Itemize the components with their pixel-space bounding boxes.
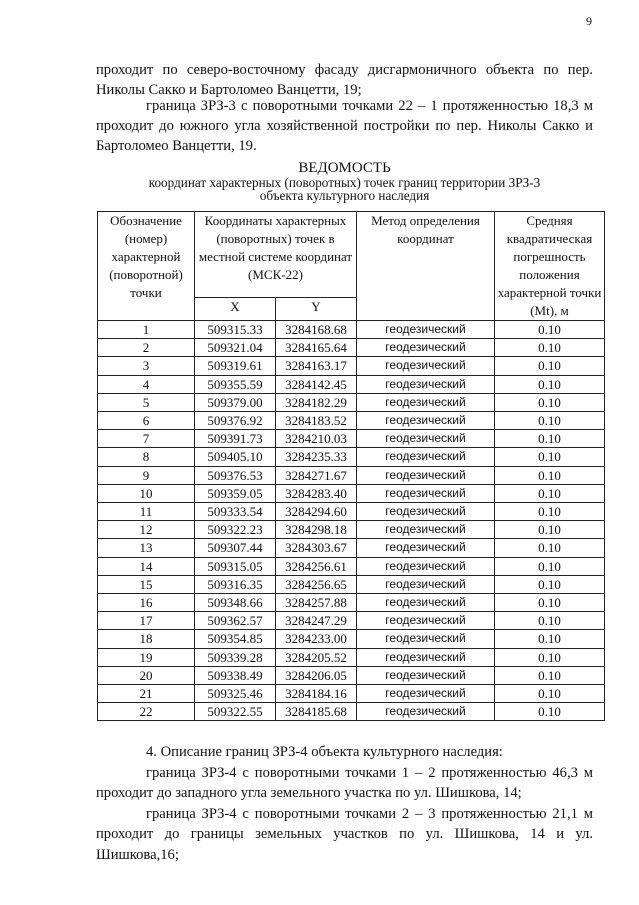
method-cell: геодезический xyxy=(357,412,495,430)
method-cell: геодезический xyxy=(357,685,495,703)
table-row xyxy=(98,521,605,539)
x-cell: 509325.46 xyxy=(195,685,276,703)
accuracy-cell: 0.10 xyxy=(495,612,605,630)
accuracy-cell: 0.10 xyxy=(495,321,605,339)
accuracy-cell: 0.10 xyxy=(495,430,605,448)
point-number-cell: 21 xyxy=(98,685,195,703)
table-row xyxy=(98,503,605,521)
x-cell: 509339.28 xyxy=(195,648,276,666)
method-cell: геодезический xyxy=(357,539,495,557)
x-cell: 509362.57 xyxy=(195,612,276,630)
point-number-cell: 2 xyxy=(98,339,195,357)
accuracy-cell: 0.10 xyxy=(495,503,605,521)
x-cell: 509391.73 xyxy=(195,430,276,448)
section-4 xyxy=(96,742,593,865)
table-row xyxy=(98,412,605,430)
y-cell: 3284247.29 xyxy=(276,612,357,630)
x-cell: 509379.00 xyxy=(195,393,276,411)
y-cell: 3284210.03 xyxy=(276,430,357,448)
y-cell: 3284235.33 xyxy=(276,448,357,466)
y-cell: 3284182.29 xyxy=(276,393,357,411)
point-number-cell: 1 xyxy=(98,321,195,339)
accuracy-cell: 0.10 xyxy=(495,375,605,393)
y-cell: 3284163.17 xyxy=(276,357,357,375)
method-cell: геодезический xyxy=(357,503,495,521)
x-cell: 509322.23 xyxy=(195,521,276,539)
method-cell: геодезический xyxy=(357,339,495,357)
header-coords: Координаты характерных (поворотных) точек в местной системе координат (МСК-22) xyxy=(195,212,357,298)
point-number-cell: 3 xyxy=(98,357,195,375)
point-number-cell: 7 xyxy=(98,430,195,448)
header-x: X xyxy=(195,298,276,321)
table-row xyxy=(98,557,605,575)
statement-subtitle-2: объекта культурного наследия xyxy=(259,188,430,203)
accuracy-cell: 0.10 xyxy=(495,630,605,648)
table-row xyxy=(98,430,605,448)
method-cell: геодезический xyxy=(357,612,495,630)
x-cell: 509355.59 xyxy=(195,375,276,393)
statement-subtitle-1: координат характерных (поворотных) точек границ территории ЗРЗ-3 xyxy=(148,175,541,190)
accuracy-cell: 0.10 xyxy=(495,648,605,666)
point-number-cell: 8 xyxy=(98,448,195,466)
x-cell: 509307.44 xyxy=(195,539,276,557)
x-cell: 509376.53 xyxy=(195,466,276,484)
accuracy-cell: 0.10 xyxy=(495,703,605,721)
header-accuracy: Средняя квадратическая погрешность положения характерной точки (Mt), м xyxy=(495,212,605,321)
table-row xyxy=(98,594,605,612)
table-row xyxy=(98,703,605,721)
section-4-paragraph-2: граница ЗРЗ-4 с поворотными точками 2 – 3 протяженностью 21,1 м проходит до границы земельных участков по ул. Шишкова, 14 и ул. Шишкова,16; xyxy=(96,805,593,863)
x-cell: 509322.55 xyxy=(195,703,276,721)
point-number-cell: 18 xyxy=(98,630,195,648)
header-point: Обозначение (номер) характерной (поворотной) точки xyxy=(98,212,195,321)
table-row xyxy=(98,484,605,502)
y-cell: 3284294.60 xyxy=(276,503,357,521)
point-number-cell: 22 xyxy=(98,703,195,721)
x-cell: 509319.61 xyxy=(195,357,276,375)
y-cell: 3284184.16 xyxy=(276,685,357,703)
point-number-cell: 9 xyxy=(98,466,195,484)
statement-title: ВЕДОМОСТЬ xyxy=(298,160,391,176)
y-cell: 3284165.64 xyxy=(276,339,357,357)
method-cell: геодезический xyxy=(357,357,495,375)
y-cell: 3284183.52 xyxy=(276,412,357,430)
method-cell: геодезический xyxy=(357,666,495,684)
x-cell: 509333.54 xyxy=(195,503,276,521)
x-cell: 509405.10 xyxy=(195,448,276,466)
y-cell: 3284233.00 xyxy=(276,630,357,648)
point-number-cell: 11 xyxy=(98,503,195,521)
y-cell: 3284142.45 xyxy=(276,375,357,393)
y-cell: 3284168.68 xyxy=(276,321,357,339)
header-y: Y xyxy=(276,298,357,321)
accuracy-cell: 0.10 xyxy=(495,685,605,703)
page-number: 9 xyxy=(586,14,592,28)
point-number-cell: 14 xyxy=(98,557,195,575)
table-row xyxy=(98,357,605,375)
x-cell: 509359.05 xyxy=(195,484,276,502)
accuracy-cell: 0.10 xyxy=(495,466,605,484)
y-cell: 3284206.05 xyxy=(276,666,357,684)
accuracy-cell: 0.10 xyxy=(495,357,605,375)
method-cell: геодезический xyxy=(357,648,495,666)
table-row xyxy=(98,685,605,703)
y-cell: 3284256.61 xyxy=(276,557,357,575)
method-cell: геодезический xyxy=(357,430,495,448)
method-cell: геодезический xyxy=(357,466,495,484)
x-cell: 509315.33 xyxy=(195,321,276,339)
point-number-cell: 15 xyxy=(98,575,195,593)
x-cell: 509316.35 xyxy=(195,575,276,593)
accuracy-cell: 0.10 xyxy=(495,448,605,466)
method-cell: геодезический xyxy=(357,375,495,393)
y-cell: 3284256.65 xyxy=(276,575,357,593)
point-number-cell: 5 xyxy=(98,393,195,411)
table-row xyxy=(98,448,605,466)
method-cell: геодезический xyxy=(357,321,495,339)
table-row xyxy=(98,393,605,411)
section-4-heading: 4. Описание границ ЗРЗ-4 объекта культурного наследия: xyxy=(146,744,503,760)
table-row xyxy=(98,539,605,557)
point-number-cell: 20 xyxy=(98,666,195,684)
method-cell: геодезический xyxy=(357,630,495,648)
table-row xyxy=(98,630,605,648)
accuracy-cell: 0.10 xyxy=(495,484,605,502)
method-cell: геодезический xyxy=(357,594,495,612)
accuracy-cell: 0.10 xyxy=(495,594,605,612)
method-cell: геодезический xyxy=(357,521,495,539)
accuracy-cell: 0.10 xyxy=(495,521,605,539)
coordinates-table xyxy=(97,211,605,721)
accuracy-cell: 0.10 xyxy=(495,557,605,575)
method-cell: геодезический xyxy=(357,703,495,721)
table-row xyxy=(98,612,605,630)
method-cell: геодезический xyxy=(357,448,495,466)
point-number-cell: 12 xyxy=(98,521,195,539)
point-number-cell: 17 xyxy=(98,612,195,630)
table-row xyxy=(98,321,605,339)
x-cell: 509376.92 xyxy=(195,412,276,430)
accuracy-cell: 0.10 xyxy=(495,393,605,411)
x-cell: 509338.49 xyxy=(195,666,276,684)
intro-paragraph-1: проходит по северо-восточному фасаду дисгармоничного объекта по пер. Николы Сакко и Бартоломео Ванцетти, 19; xyxy=(96,62,593,98)
section-4-paragraph-1: граница ЗРЗ-4 с поворотными точками 1 – 2 протяженностью 46,3 м проходит до западного угла земельного участка по ул. Шишкова, 14; xyxy=(96,764,593,801)
point-number-cell: 6 xyxy=(98,412,195,430)
header-method: Метод определения координат xyxy=(357,212,495,321)
y-cell: 3284185.68 xyxy=(276,703,357,721)
intro-paragraph-2: граница ЗРЗ-3 с поворотными точками 22 – 1 протяженностью 18,3 м проходит до южного угла хозяйственной постройки по пер. Николы Сакко и Бартоломео Ванцетти, 19. xyxy=(96,98,593,154)
point-number-cell: 13 xyxy=(98,539,195,557)
table-row xyxy=(98,339,605,357)
table-row xyxy=(98,375,605,393)
table-row xyxy=(98,466,605,484)
table-row xyxy=(98,575,605,593)
y-cell: 3284271.67 xyxy=(276,466,357,484)
method-cell: геодезический xyxy=(357,393,495,411)
point-number-cell: 4 xyxy=(98,375,195,393)
accuracy-cell: 0.10 xyxy=(495,575,605,593)
table-row xyxy=(98,648,605,666)
table-row xyxy=(98,666,605,684)
accuracy-cell: 0.10 xyxy=(495,666,605,684)
point-number-cell: 10 xyxy=(98,484,195,502)
y-cell: 3284257.88 xyxy=(276,594,357,612)
table-body xyxy=(98,321,605,721)
accuracy-cell: 0.10 xyxy=(495,339,605,357)
y-cell: 3284205.52 xyxy=(276,648,357,666)
method-cell: геодезический xyxy=(357,575,495,593)
y-cell: 3284303.67 xyxy=(276,539,357,557)
x-cell: 509354.85 xyxy=(195,630,276,648)
point-number-cell: 16 xyxy=(98,594,195,612)
accuracy-cell: 0.10 xyxy=(495,412,605,430)
x-cell: 509348.66 xyxy=(195,594,276,612)
y-cell: 3284283.40 xyxy=(276,484,357,502)
x-cell: 509321.04 xyxy=(195,339,276,357)
method-cell: геодезический xyxy=(357,557,495,575)
x-cell: 509315.05 xyxy=(195,557,276,575)
point-number-cell: 19 xyxy=(98,648,195,666)
accuracy-cell: 0.10 xyxy=(495,539,605,557)
y-cell: 3284298.18 xyxy=(276,521,357,539)
method-cell: геодезический xyxy=(357,484,495,502)
